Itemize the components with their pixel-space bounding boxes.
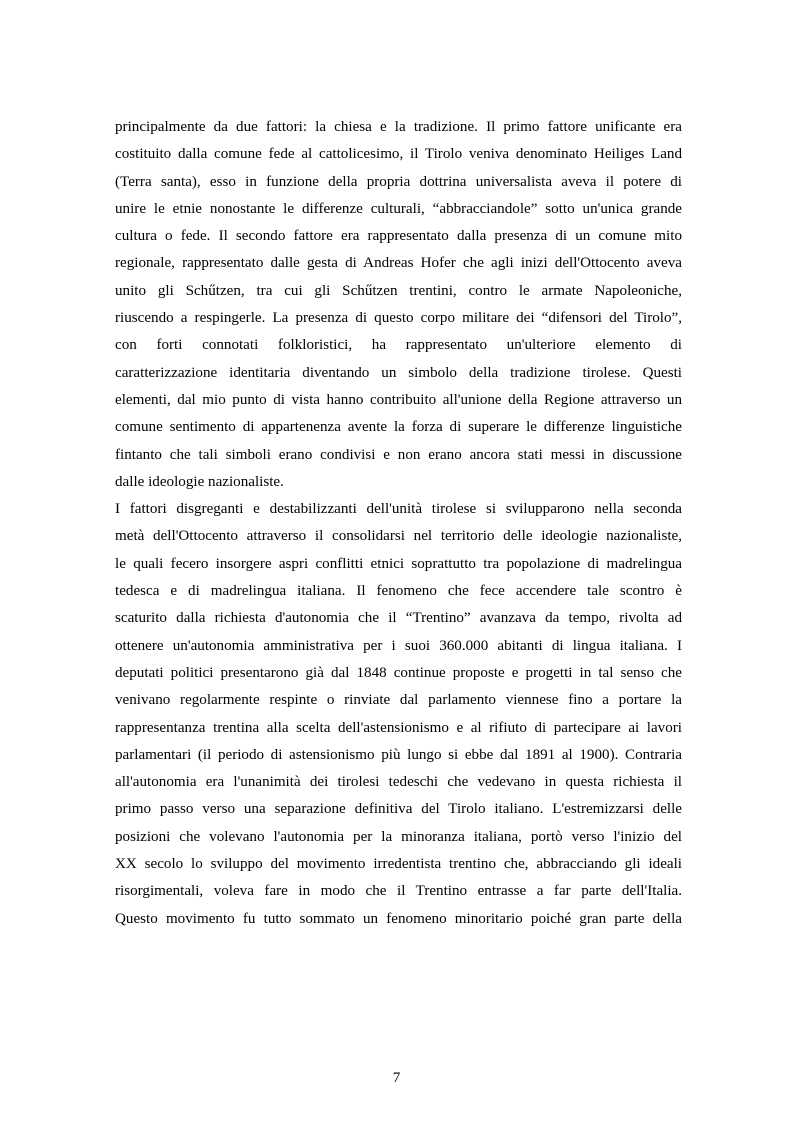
- text-line: riuscendo a respingerle. La presenza di questo corpo militare dei “difensori del Tirolo”,: [115, 310, 682, 327]
- text-line: scaturito dalla richiesta d'autonomia che il “Trentino” avanzava da tempo, rivolta ad: [115, 610, 682, 627]
- text-line: caratterizzazione identitaria diventando un simbolo della tradizione tirolese. Questi: [115, 364, 682, 381]
- text-line: dalle ideologie nazionaliste.: [115, 473, 284, 490]
- text-line: (Terra santa), esso in funzione della propria dottrina universalista aveva il potere di: [115, 173, 682, 190]
- text-line: rappresentanza trentina alla scelta dell'astensionismo e al rifiuto di partecipare ai lavori: [115, 719, 682, 736]
- text-line: risorgimentali, voleva fare in modo che il Trentino entrasse a far parte dell'Italia.: [115, 883, 682, 900]
- text-line: tedesca e di madrelingua italiana. Il fenomeno che fece accendere tale scontro è: [115, 583, 682, 600]
- text-line: regionale, rappresentato dalle gesta di Andreas Hofer che agli inizi dell'Ottocento aveva: [115, 255, 682, 272]
- text-line: unito gli Schűtzen, tra cui gli Schűtzen trentini, contro le armate Napoleoniche,: [115, 282, 682, 299]
- text-line: ottenere un'autonomia amministrativa per i suoi 360.000 abitanti di lingua italiana. I: [115, 637, 682, 654]
- text-line: cultura o fede. Il secondo fattore era rappresentato dalla presenza di un comune mito: [115, 228, 682, 245]
- text-line: venivano regolarmente respinte o rinviate dal parlamento viennese fino a portare la: [115, 692, 682, 709]
- text-line: metà dell'Ottocento attraverso il consolidarsi nel territorio delle ideologie nazionaliste,: [115, 528, 682, 545]
- text-line: comune sentimento di appartenenza avente la forza di superare le differenze linguistiche: [115, 419, 682, 436]
- text-line: Questo movimento fu tutto sommato un fenomeno minoritario poiché gran parte della: [115, 910, 682, 927]
- text-line: deputati politici presentarono già dal 1848 continue proposte e progetti in tal senso che: [115, 664, 682, 681]
- text-line: fintanto che tali simboli erano condivisi e non erano ancora stati messi in discussione: [115, 446, 682, 463]
- text-line: posizioni che volevano l'autonomia per la minoranza italiana, portò verso l'inizio del: [115, 828, 682, 845]
- text-line: con forti connotati folkloristici, ha rappresentato un'ulteriore elemento di: [115, 337, 682, 354]
- text-line: all'autonomia era l'unanimità dei tirolesi tedeschi che vedevano in questa richiesta il: [115, 774, 682, 791]
- paragraph-1: [115, 114, 682, 496]
- text-line: principalmente da due fattori: la chiesa e la tradizione. Il primo fattore unificante era: [115, 119, 682, 135]
- text-line: costituito dalla comune fede al cattolicesimo, il Tirolo veniva denominato Heiliges Land: [115, 146, 682, 163]
- body-text: [115, 114, 682, 933]
- text-line: parlamentari (il periodo di astensionismo più lungo si ebbe dal 1891 al 1900). Contraria: [115, 746, 682, 763]
- text-line: le quali fecero insorgere aspri conflitti etnici soprattutto tra popolazione di madrelingua: [115, 555, 682, 572]
- text-line: XX secolo lo sviluppo del movimento irredentista trentino che, abbracciando gli ideali: [115, 856, 682, 873]
- page-number: 7: [392, 1070, 401, 1086]
- paragraph-2: [115, 496, 682, 933]
- text-line: elementi, dal mio punto di vista hanno contribuito all'unione della Regione attraverso un: [115, 391, 682, 408]
- text-line: primo passo verso una separazione definitiva del Tirolo italiano. L'estremizzarsi delle: [115, 801, 682, 818]
- text-line: I fattori disgreganti e destabilizzanti dell'unità tirolese si svilupparono nella seconda: [115, 501, 682, 518]
- text-line: unire le etnie nonostante le differenze culturali, “abbracciandole” sotto un'unica grande: [115, 200, 682, 217]
